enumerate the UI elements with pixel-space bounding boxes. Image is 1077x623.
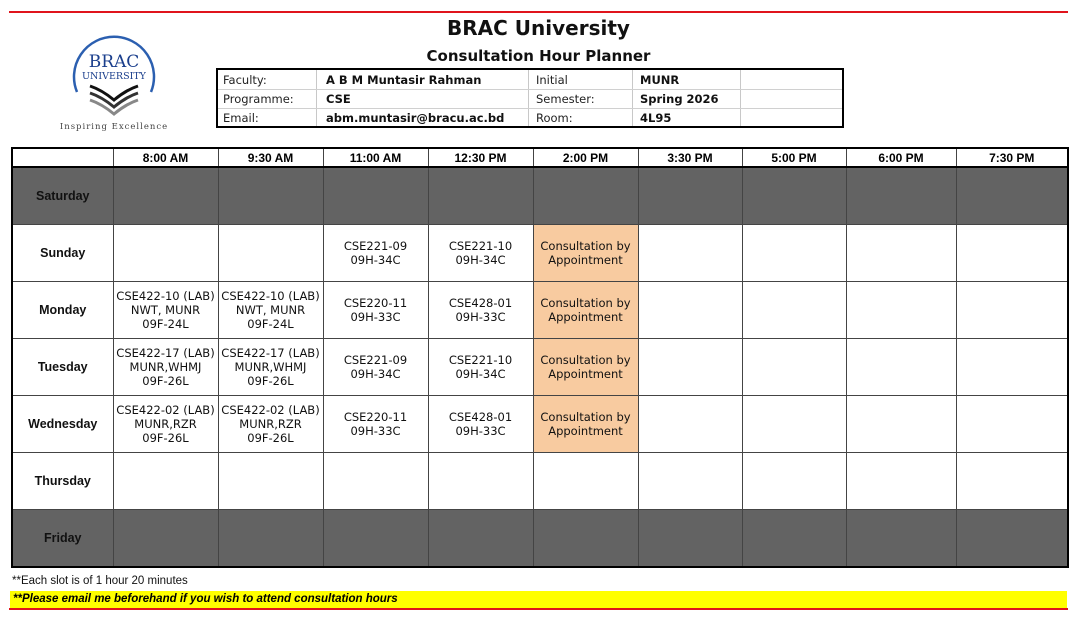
class-slot: CSE221-10 09H-34C (428, 225, 533, 282)
class-slot: CSE422-02 (LAB) MUNR,RZR 09F-26L (113, 396, 218, 453)
logo-text-brac: BRAC (88, 52, 140, 72)
day-row-sunday (12, 225, 1068, 282)
time-header: 11:00 AM (323, 148, 428, 167)
time-header-row (12, 148, 1068, 167)
empty-slot (533, 167, 638, 225)
programme-label: Programme: (223, 92, 294, 106)
logo-text-university: UNIVERSITY (82, 71, 146, 82)
university-title: BRAC University (447, 16, 630, 40)
schedule-table (11, 147, 1069, 568)
email-value[interactable]: abm.muntasir@bracu.ac.bd (326, 111, 505, 125)
empty-slot (742, 282, 846, 339)
time-header: 9:30 AM (218, 148, 323, 167)
time-header: 6:00 PM (846, 148, 956, 167)
bottom-red-rule (9, 608, 1068, 610)
day-label: Saturday (12, 167, 113, 225)
empty-slot (323, 510, 428, 568)
empty-slot (742, 167, 846, 225)
empty-slot (846, 167, 956, 225)
empty-slot (428, 453, 533, 510)
empty-slot (742, 396, 846, 453)
day-label: Friday (12, 510, 113, 568)
top-red-rule (9, 11, 1068, 13)
empty-slot (218, 510, 323, 568)
day-label: Wednesday (12, 396, 113, 453)
empty-slot (956, 510, 1068, 568)
empty-slot (956, 225, 1068, 282)
empty-slot (533, 510, 638, 568)
empty-slot (323, 167, 428, 225)
day-row-friday (12, 510, 1068, 568)
class-slot: CSE428-01 09H-33C (428, 396, 533, 453)
time-header: 2:00 PM (533, 148, 638, 167)
empty-slot (956, 282, 1068, 339)
empty-slot (638, 339, 742, 396)
empty-slot (638, 225, 742, 282)
semester-label: Semester: (536, 92, 595, 106)
empty-slot (846, 453, 956, 510)
empty-slot (846, 339, 956, 396)
empty-slot (113, 453, 218, 510)
initial-value: MUNR (640, 73, 680, 87)
empty-slot (956, 396, 1068, 453)
time-header: 12:30 PM (428, 148, 533, 167)
planner-subtitle: Consultation Hour Planner (426, 47, 651, 65)
empty-slot (323, 453, 428, 510)
day-label: Tuesday (12, 339, 113, 396)
empty-slot (533, 453, 638, 510)
empty-slot (956, 339, 1068, 396)
class-slot: CSE221-09 09H-34C (323, 339, 428, 396)
empty-slot (846, 225, 956, 282)
class-slot: CSE422-17 (LAB) MUNR,WHMJ 09F-26L (113, 339, 218, 396)
class-slot: CSE221-09 09H-34C (323, 225, 428, 282)
class-slot: CSE422-17 (LAB) MUNR,WHMJ 09F-26L (218, 339, 323, 396)
empty-slot (638, 453, 742, 510)
empty-slot (218, 453, 323, 510)
day-label: Sunday (12, 225, 113, 282)
slot-duration-note: **Each slot is of 1 hour 20 minutes (12, 575, 188, 587)
day-row-saturday (12, 167, 1068, 225)
empty-slot (638, 396, 742, 453)
brac-university-logo (46, 30, 182, 134)
consultation-slot: Consultation by Appointment (533, 282, 638, 339)
empty-slot (638, 510, 742, 568)
empty-slot (846, 510, 956, 568)
empty-slot (113, 510, 218, 568)
empty-slot (113, 167, 218, 225)
time-header: 8:00 AM (113, 148, 218, 167)
day-label: Monday (12, 282, 113, 339)
empty-slot (742, 510, 846, 568)
empty-slot (956, 167, 1068, 225)
consultation-slot: Consultation by Appointment (533, 396, 638, 453)
class-slot: CSE422-02 (LAB) MUNR,RZR 09F-26L (218, 396, 323, 453)
day-row-monday (12, 282, 1068, 339)
consultation-slot: Consultation by Appointment (533, 339, 638, 396)
class-slot: CSE220-11 09H-33C (323, 396, 428, 453)
day-row-wednesday (12, 396, 1068, 453)
empty-slot (846, 282, 956, 339)
empty-slot (113, 225, 218, 282)
empty-slot (428, 510, 533, 568)
empty-slot (742, 339, 846, 396)
class-slot: CSE428-01 09H-33C (428, 282, 533, 339)
room-value: 4L95 (640, 111, 672, 125)
class-slot: CSE221-10 09H-34C (428, 339, 533, 396)
faculty-info-box (216, 68, 844, 128)
empty-slot (638, 167, 742, 225)
day-label: Thursday (12, 453, 113, 510)
email-label: Email: (223, 111, 259, 125)
day-row-tuesday (12, 339, 1068, 396)
empty-slot (218, 167, 323, 225)
empty-slot (956, 453, 1068, 510)
empty-slot (742, 225, 846, 282)
logo-tagline: Inspiring Excellence (59, 122, 169, 132)
faculty-label: Faculty: (223, 73, 267, 87)
class-slot: CSE422-10 (LAB) NWT, MUNR 09F-24L (218, 282, 323, 339)
faculty-value: A B M Muntasir Rahman (326, 73, 482, 87)
empty-slot (218, 225, 323, 282)
corner-cell (12, 148, 113, 167)
class-slot: CSE422-10 (LAB) NWT, MUNR 09F-24L (113, 282, 218, 339)
empty-slot (428, 167, 533, 225)
time-header: 3:30 PM (638, 148, 742, 167)
time-header: 5:00 PM (742, 148, 846, 167)
email-warning-banner: **Please email me beforehand if you wish to attend consultation hours (10, 591, 1067, 608)
room-label: Room: (536, 111, 573, 125)
initial-label: Initial (536, 73, 568, 87)
time-header: 7:30 PM (956, 148, 1068, 167)
empty-slot (638, 282, 742, 339)
empty-slot (846, 396, 956, 453)
empty-slot (742, 453, 846, 510)
semester-value: Spring 2026 (640, 92, 719, 106)
class-slot: CSE220-11 09H-33C (323, 282, 428, 339)
day-row-thursday (12, 453, 1068, 510)
programme-value: CSE (326, 92, 351, 106)
consultation-slot: Consultation by Appointment (533, 225, 638, 282)
